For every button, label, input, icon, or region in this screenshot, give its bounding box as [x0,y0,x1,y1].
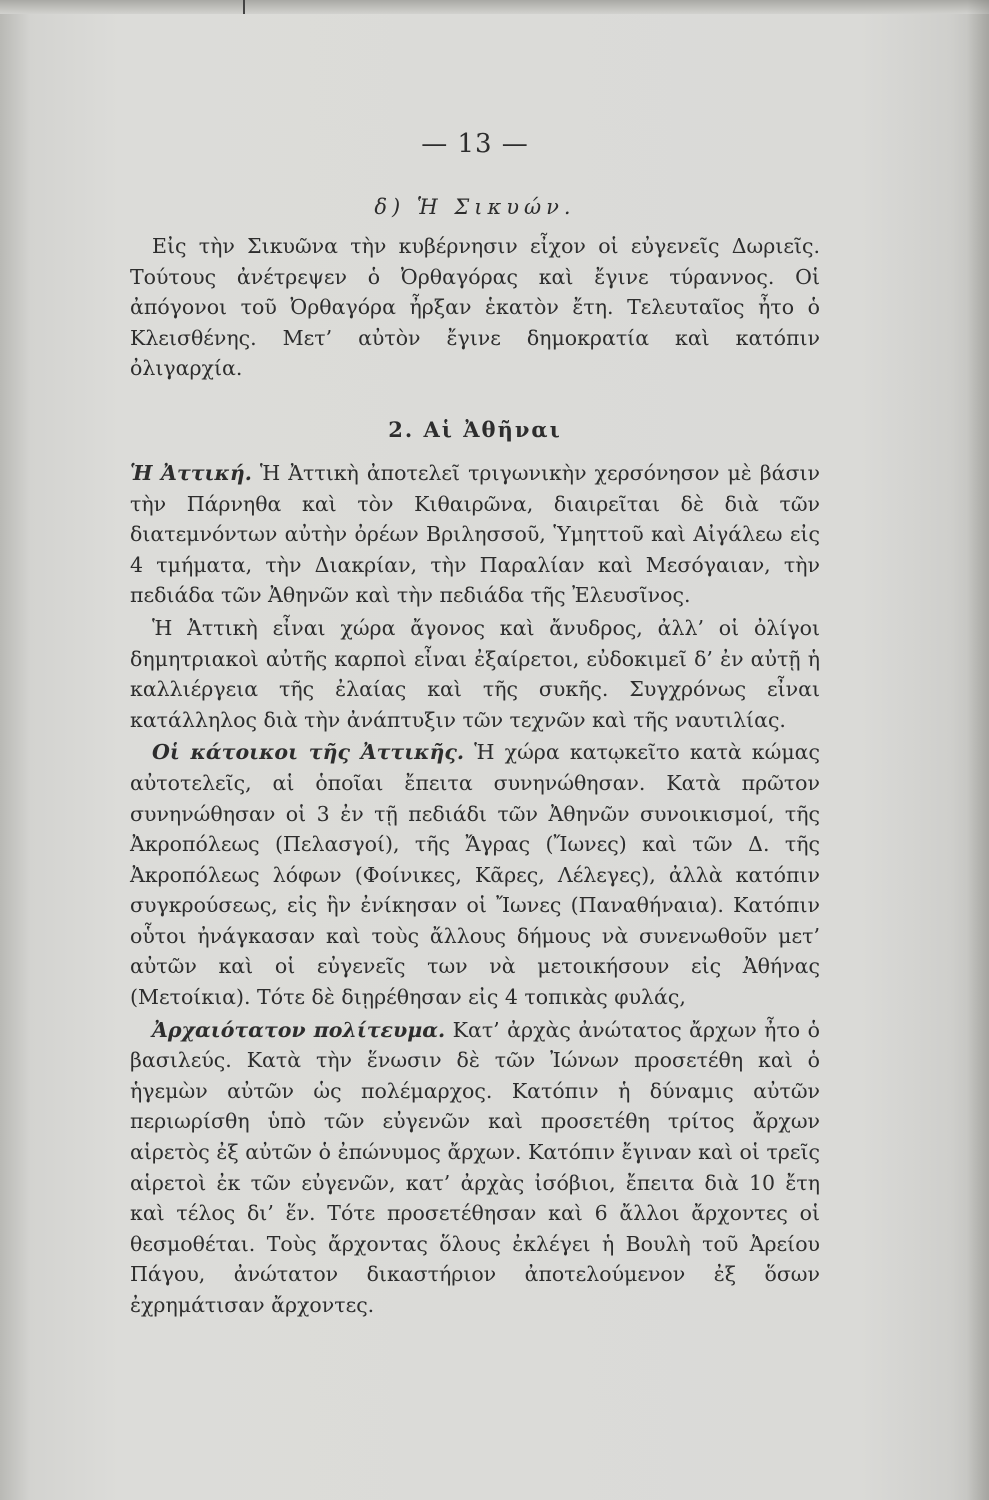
edge-mark [243,0,245,14]
paragraph-text: Εἰς τὴν Σικυῶνα τὴν κυβέρνησιν εἶχον οἱ εὐγενεῖς Δωριεῖς. Τούτους ἀνέτρεψεν ὁ Ὀρθαγόρας καὶ ἔγινε τύραννος. Οἱ ἀπόγονοι τοῦ Ὀρθαγόρα ἦρξαν ἑκατὸν ἔτη. Τελευταῖος ἦτο ὁ Κλεισθένης. Μετ’ αὐτὸν ἔγινε δημοκρατία καὶ κατόπιν ὀλιγαρχία. [130,234,820,381]
page-text [130,125,820,1321]
page-top-edge [0,0,989,14]
paragraph-lead: Ἡ Ἀττική. [130,460,252,485]
section-title: δ) Ἡ Σικυών. [374,195,576,219]
paragraph-lead: Οἱ κάτοικοι τῆς Ἀττικῆς. [152,740,465,765]
paragraph-lead: Ἀρχαιότατον πολίτευμα. [152,1017,446,1042]
paragraph-text: Ἡ χώρα κατῳκεῖτο κατὰ κώμας αὐτοτελεῖς, αἱ ὁποῖαι ἔπειτα συνηνώθησαν. Κατὰ πρῶτον συνηνώθησαν οἱ 3 ἐν τῇ πεδιάδι τῶν Ἀθηνῶν συνοικισμοί, τῆς Ἀκροπόλεως (Πελασγοί), τῆς Ἄγρας (Ἴωνες) καὶ τῶν Δ. τῆς Ἀκροπόλεως λόφων (Φοίνικες, Κᾶρες, Λέλεγες), ἀλλὰ κατόπιν συγκρούσεως, εἰς ἣν ἐνίκησαν οἱ Ἴωνες (Παναθήναια). Κατόπιν οὗτοι ἠνάγκασαν καὶ τοὺς ἄλλους δήμους νὰ συνενωθοῦν μετ’ αὐτῶν καὶ οἱ εὐγενεῖς των νὰ μετοικήσουν εἰς Ἀθήνας (Μετοίκια). Τότε δὲ διῃρέθησαν εἰς 4 τοπικὰς φυλάς, [130,740,820,1010]
page-right-shadow [967,0,989,1500]
paragraph-attica [130,458,820,611]
chapter-title: 2. Αἱ Ἀθῆναι [388,416,562,442]
paragraph-text: Ἡ Ἀττικὴ εἶναι χώρα ἄγονος καὶ ἄνυδρος, ἀλλ’ οἱ ὀλίγοι δημητριακοὶ αὐτῆς καρποὶ εἶναι ἐξαίρετοι, εὐδοκιμεῖ δ’ ἐν αὐτῇ ἡ καλλιέργεια τῆς ἐλαίας καὶ τῆς συκῆς. Συγχρόνως εἶναι κατάλληλος διὰ τὴν ἀνάπτυξιν τῶν τεχνῶν καὶ τῆς ναυτιλίας. [130,615,820,732]
paragraph-attica-land [130,613,820,735]
page-number: — 13 — [421,129,529,159]
paragraph-sikyon [130,231,820,384]
paragraph-text: Κατ’ ἀρχὰς ἀνώτατος ἄρχων ἦτο ὁ βασιλεύς. Κατὰ τὴν ἕνωσιν δὲ τῶν Ἰώνων προσετέθη καὶ ὁ ἡγεμὼν αὐτῶν ὡς πολέμαρχος. Κατόπιν ἡ δύναμις αὐτῶν περιωρίσθη ὑπὸ τῶν εὐγενῶν καὶ προσετέθη τρίτος ἄρχων αἱρετὸς ἐξ αὐτῶν ὁ ἐπώνυμος ἄρχων. Κατόπιν ἔγιναν καὶ οἱ τρεῖς αἱρετοὶ ἐκ τῶν εὐγενῶν, κατ’ ἀρχὰς ἰσόβιοι, ἔπειτα διὰ 10 ἔτη καὶ τέλος δι’ ἕν. Τότε προσετέθησαν καὶ 6 ἄλλοι ἄρχοντες οἱ θεσμοθέται. Τοὺς ἄρχοντας ὅλους ἐκλέγει ἡ Βουλὴ τοῦ Ἀρείου Πάγου, ἀνώτατον δικαστήριον ἀποτελούμενον ἐξ ὅσων ἐχρημάτισαν ἄρχοντες. [130,1017,820,1317]
paragraph-text: Ἡ Ἀττικὴ ἀποτελεῖ τριγωνικὴν χερσόνησον μὲ βάσιν τὴν Πάρνηθα καὶ τὸν Κιθαιρῶνα, διαιρεῖται δὲ διὰ τῶν διατεμνόντων αὐτὴν ὀρέων Βριλησσοῦ, Ὑμηττοῦ καὶ Αἰγάλεω εἰς 4 τμήματα, τὴν Διακρίαν, τὴν Παραλίαν καὶ Μεσόγαιαν, τὴν πεδιάδα τῶν Ἀθηνῶν καὶ τὴν πεδιάδα τῆς Ἐλευσῖνος. [130,460,820,608]
paragraph-ancient-polity [130,1015,820,1321]
paragraph-inhabitants [130,737,820,1012]
